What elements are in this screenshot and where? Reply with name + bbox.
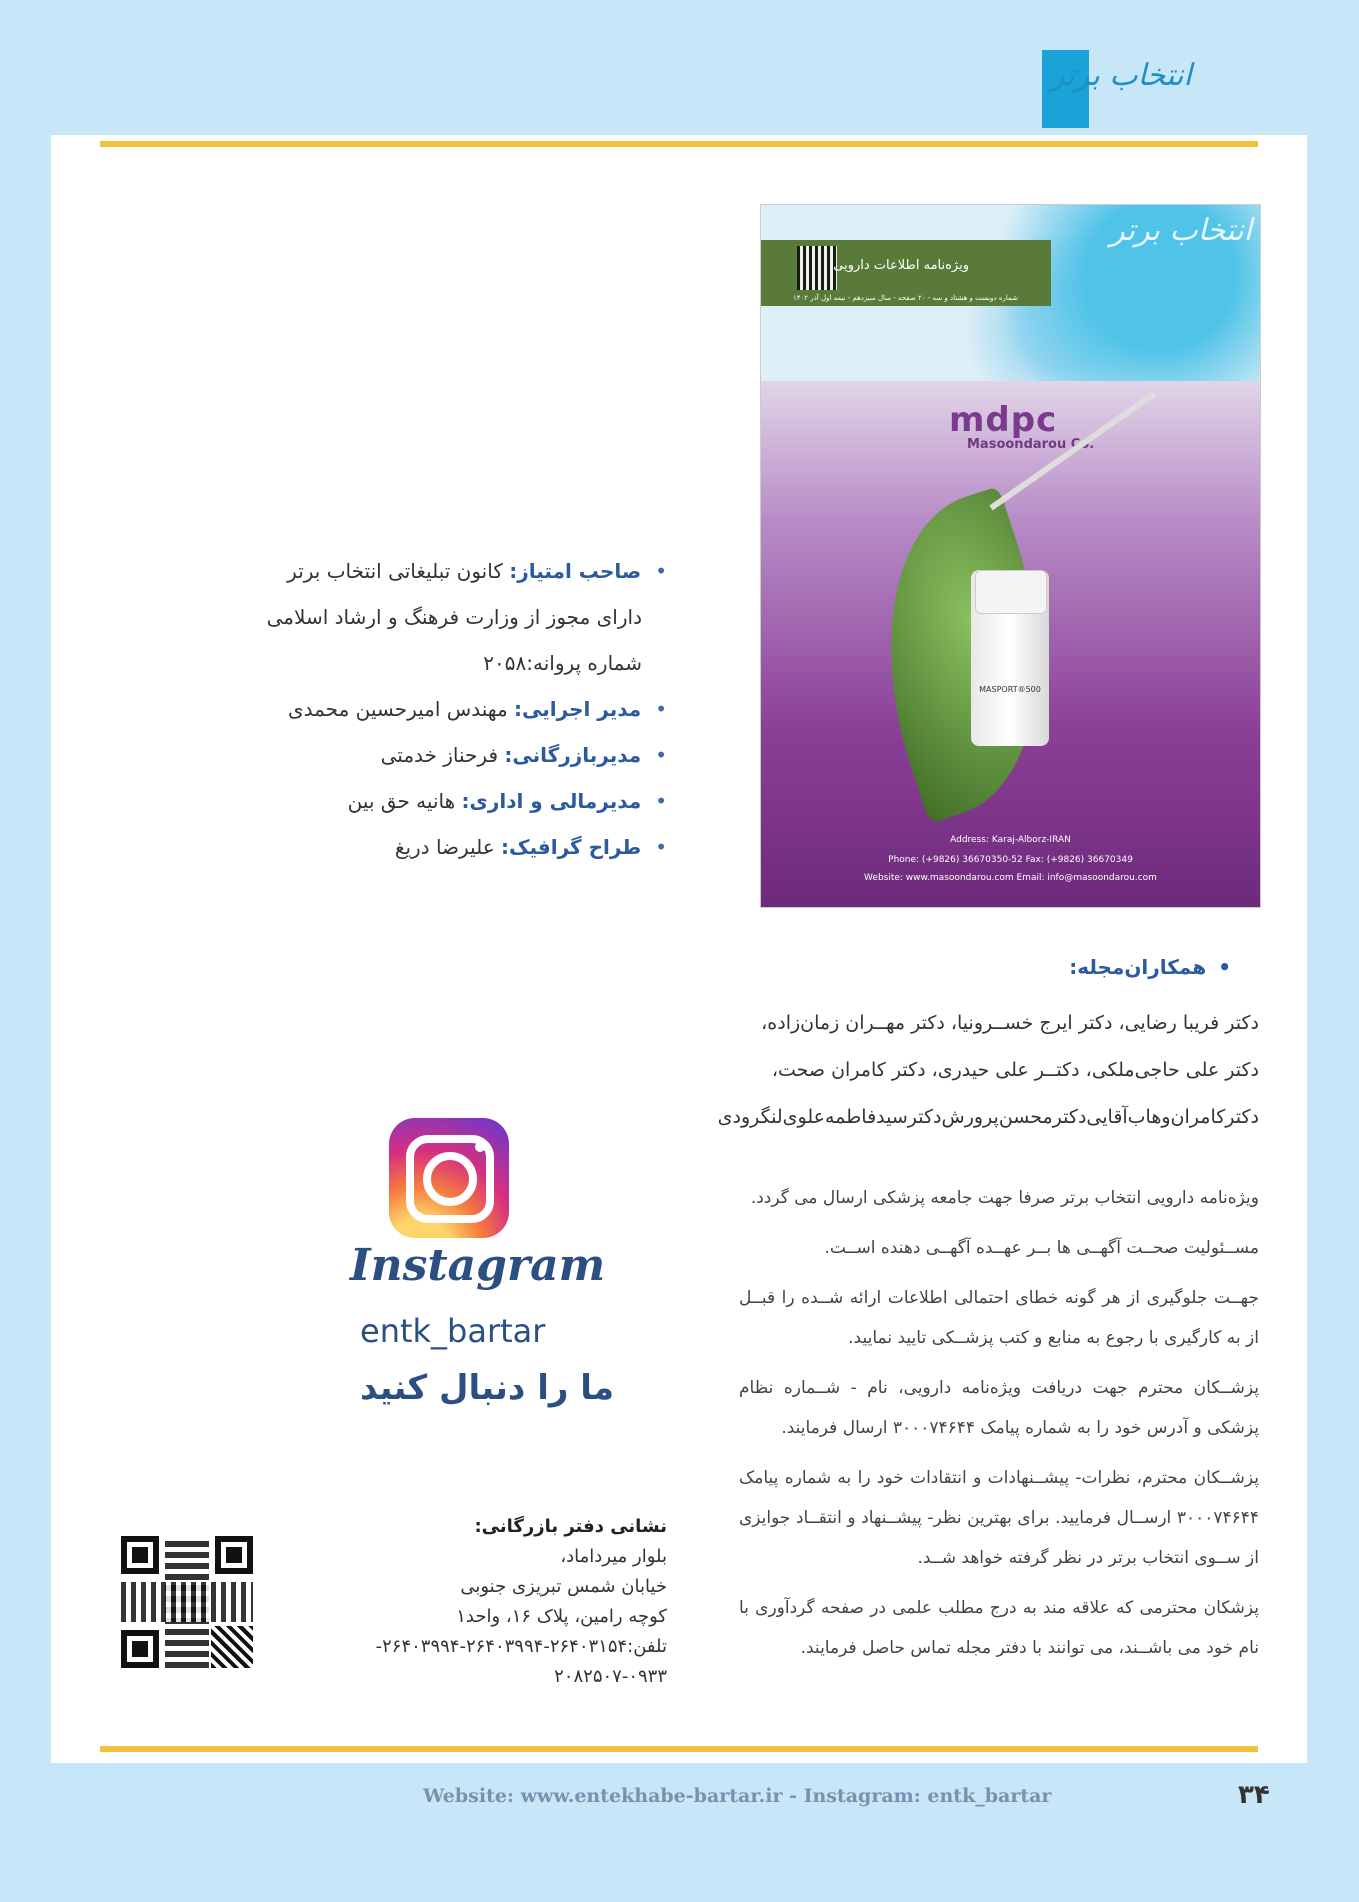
note-paragraph: پزشــکان محترم جهت دریافت ویژه‌نامه دارویی، نام - شــماره نظام پزشکی و آدرس خود را به شماره پیامک ۳۰۰۰۷۴۶۴۴ ارسال فرمایند.	[739, 1378, 1259, 1438]
colleagues-line: دکتر فریبا رضایی، دکتر ایرج خســرونیا، دکتر مهــران زمان‌زاده،	[761, 1012, 1259, 1034]
cover-phone: Phone: (+9826) 36670350-52 Fax: (+9826) 36670349	[888, 855, 1133, 865]
note-paragraph: جهــت جلوگیری از هر گونه خطای احتمالی اطلاعات ارائه شــده را قبــل از به کارگیری با رجوع به منابع و کتب پزشــکی تایید نمایید.	[739, 1288, 1259, 1348]
staff-executive: •مدیر اجرایی: مهندس امیرحسین محمدی	[287, 697, 667, 721]
qr-finder	[121, 1630, 159, 1668]
colleagues-line: دکتر علی حاجی‌ملکی، دکتــر علی حیدری، دکتر کامران صحت،	[771, 1059, 1259, 1081]
cover-ad	[760, 204, 1261, 908]
note-paragraph: پزشکان محترمی که علاقه مند به درج مطلب علمی در صفحه گردآوری با نام خود می باشــند، می توانند با دفتر مجله تماس حاصل فرمایند.	[739, 1598, 1259, 1658]
bullet-icon: •	[1218, 955, 1231, 979]
staff-owner: •صاحب امتیاز: کانون تبلیغاتی انتخاب برتر	[287, 559, 667, 583]
bullet-icon: •	[655, 789, 667, 813]
company-name: Masoondarou Co.	[967, 437, 1095, 452]
top-divider	[100, 141, 1258, 147]
instagram-flash	[475, 1142, 485, 1152]
mdpc-logo: mdpc	[949, 400, 1058, 440]
address-heading: نشانی دفتر بازرگانی:	[474, 1516, 667, 1537]
bullet-icon: •	[655, 835, 667, 859]
leaf-image	[837, 486, 1091, 824]
bullet-icon: •	[655, 559, 667, 583]
instagram-icon[interactable]	[389, 1118, 509, 1238]
staff-list	[197, 548, 667, 870]
instagram-wordmark: Instagram	[350, 1240, 606, 1291]
office-address	[267, 1512, 667, 1692]
masthead-title: انتخاب برتر	[1050, 58, 1192, 93]
staff-permit: شماره پروانه:۲۰۵۸	[483, 651, 642, 675]
page-number: ۳۴	[1238, 1780, 1270, 1810]
cover-web: Website: www.masoondarou.com Email: info@masoondarou.com	[864, 873, 1157, 883]
cover-masthead: انتخاب برتر	[1110, 213, 1252, 248]
qr-modules	[121, 1582, 253, 1622]
staff-designer: •طراح گرافیک: علیرضا دریغ	[394, 835, 667, 859]
bullet-icon: •	[655, 743, 667, 767]
qr-finder	[215, 1536, 253, 1574]
staff-commercial: •مدیربازرگانی: فرحناز خدمتی	[380, 743, 667, 767]
notes-section	[739, 1178, 1259, 1678]
cover-header-band	[761, 240, 1051, 306]
address-phone: تلفن:۲۶۴۰۳۱۵۴-۲۶۴۰۳۹۹۴-۲۶۴۰۳۹۹۴- ۰۹۳۳-۲۰۸۲۵۰۷	[375, 1636, 667, 1687]
follow-us-text: ما را دنبال کنید	[360, 1368, 615, 1408]
qr-code-icon[interactable]	[121, 1536, 253, 1668]
note-paragraph: ویژه‌نامه دارویی انتخاب برتر صرفا جهت جامعه پزشکی ارسال می گردد.	[750, 1188, 1259, 1208]
staff-finance: •مدیرمالی و اداری: هانیه حق بین	[347, 789, 667, 813]
vial-cap	[975, 570, 1047, 614]
product-label: MASPORT®500	[979, 685, 1041, 694]
colleagues-line: دکترکامران‌وهاب‌آقایی‌دکترمحسن‌پرورش‌دکترسیدفاطمه‌علوی‌لنگرودی	[717, 1106, 1259, 1128]
address-line: خیابان شمس تبریزی جنوبی	[460, 1576, 667, 1597]
cover-issue-line: شماره دویست و هشتاد و سه - ۲۰ صفحه - سال سیزدهم - نیمه اول آذر ۱۴۰۲	[793, 294, 1018, 302]
cover-address: Address: Karaj-Alborz-IRAN	[950, 835, 1071, 845]
bullet-icon: •	[655, 697, 667, 721]
instagram-handle[interactable]: entk_bartar	[360, 1312, 546, 1350]
note-paragraph: پزشــکان محترم، نظرات- پیشــنهادات و انتقادات خود را به شماره پیامک ۳۰۰۰۷۴۶۴۴ ارســال فرمایید. برای بهترین نظر- پیشــنهاد و انتقــاد جوایزی از ســوی انتخاب برتر در نظر گرفته خواهد شــد.	[739, 1468, 1259, 1568]
colleagues-list	[717, 1000, 1259, 1141]
bottom-divider	[100, 1746, 1258, 1752]
qr-finder	[121, 1536, 159, 1574]
footer-links[interactable]: Website: www.entekhabe-bartar.ir - Instagram: entk_bartar	[423, 1785, 1052, 1807]
address-line: بلوار میرداماد،	[560, 1546, 667, 1567]
cover-subtitle: ویژه‌نامه اطلاعات دارویی	[833, 258, 969, 273]
address-line: کوچه رامین، پلاک ۱۶، واحد۱	[456, 1606, 667, 1627]
staff-license: دارای مجوز از وزارت فرهنگ و ارشاد اسلامی	[266, 605, 642, 629]
cover-qr-icon	[797, 246, 837, 290]
qr-modules	[211, 1626, 253, 1668]
colleagues-heading: •همکاران‌مجله:	[1069, 955, 1231, 979]
note-paragraph: مســئولیت صحــت آگهــی ها بــر عهــده آگهــی دهنده اســت.	[824, 1238, 1259, 1258]
instagram-lens	[423, 1152, 477, 1206]
